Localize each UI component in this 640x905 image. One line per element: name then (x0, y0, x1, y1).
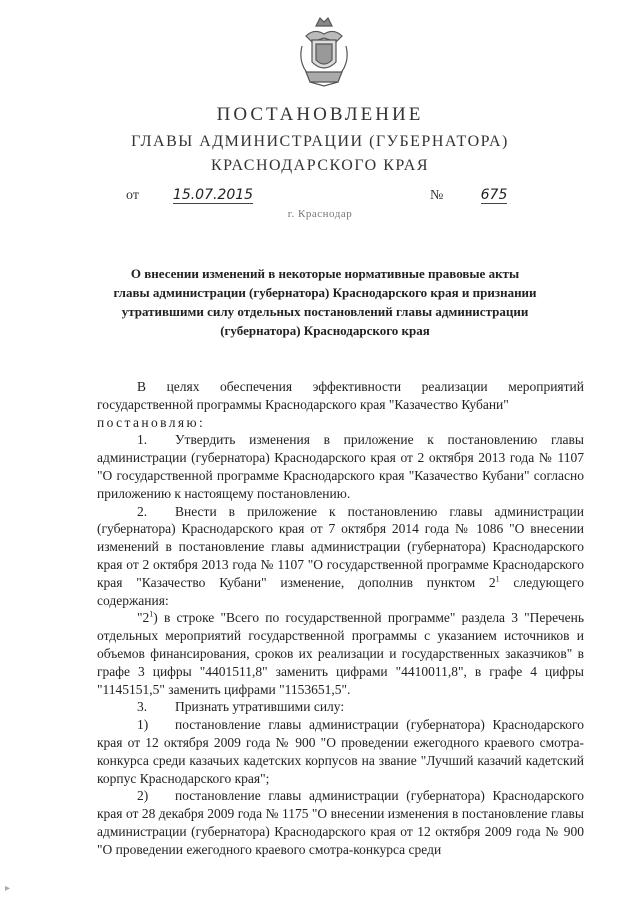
heading-line-2: главы администрации (губернатора) Краснодарского края и признании (113, 285, 537, 300)
item-3 (97, 698, 584, 716)
item-2-number: 2. (137, 503, 148, 519)
item-3-number: 3. (137, 699, 148, 715)
heading-line-1: О внесении изменений в некоторые нормативные правовые акты (130, 266, 520, 281)
handwritten-number: 675 (480, 187, 508, 203)
issuer-line-1: ГЛАВЫ АДМИНИСТРАЦИИ (ГУБЕРНАТОРА) (131, 133, 509, 150)
item-3-text: Признать утратившими силу: (175, 699, 345, 715)
issuer-line-2: КРАСНОДАРСКОГО КРАЯ (211, 157, 429, 174)
heading-line-3: утратившими силу отдельных постановлений главы администрации (121, 304, 529, 319)
handwritten-date: 15.07.2015 (172, 187, 254, 203)
item-1 (97, 431, 584, 502)
quote-open: "2 (137, 610, 150, 626)
item-1-text: Утвердить изменения в приложение к постановлению главы администрации (губернатора) Краснодарского края от 2 октября 2013 года № 1107 "О государственной программе Краснодарского края "Казачество Кубани" согласно приложению к настоящему постановлению. (97, 432, 584, 501)
date-label: от (126, 188, 139, 203)
document-body (97, 378, 584, 859)
document-title: ПОСТАНОВЛЕНИЕ (216, 104, 424, 125)
city-line: г. Краснодар (287, 208, 353, 220)
item-2-tail: следующего содержания: (97, 574, 584, 608)
heading-line-4: (губернатора) Краснодарского края (220, 323, 430, 338)
subitem-2-text: постановление главы администрации (губернатора) Краснодарского края от 28 декабря 2009 года № 1175 "О внесении изменения в постановление главы администрации (губернатора) Краснодарского края от 12 октября 2009 года № 900 "О проведении ежегодного краевого смотра-конкурса среди (97, 788, 584, 857)
intro-paragraph: В целях обеспечения эффективности реализации мероприятий государственной программы Краснодарского края "Казачество Кубани" (97, 379, 584, 412)
resolve-word: постановляю: (97, 414, 206, 430)
quoted-amendment (97, 609, 584, 698)
date-field (150, 186, 276, 204)
subitem-1 (97, 716, 584, 787)
subitem-1-text: постановление главы администрации (губернатора) Краснодарского края от 12 октября 2009 года № 900 "О проведении ежегодного краевого смотра-конкурса среди казачьих кадетских корпусов на звание "Лучший казачий кадетский корпус Краснодарского края"; (97, 717, 584, 786)
document-heading (90, 264, 560, 340)
subitem-2-number: 2) (137, 788, 149, 804)
item-2 (97, 503, 584, 610)
subitem-1-number: 1) (137, 717, 149, 733)
quote-text: ) в строке "Всего по государственной программе" раздела 3 "Перечень отдельных мероприятий государственной программы с указанием источников и объемов финансирования, сроков их реализации и государственных заказчиков" в графе 3 цифры "4401511,8" заменить цифрами "4410011,8", в графе 4 цифры "1145151,5" заменить цифрами "1153651,5". (97, 610, 584, 697)
number-field (455, 186, 533, 204)
quote-superscript: 1 (149, 609, 154, 619)
item-2-superscript: 1 (495, 574, 500, 584)
number-label: № (430, 188, 444, 203)
item-1-number: 1. (137, 432, 148, 448)
subitem-2 (97, 787, 584, 858)
coat-of-arms-icon (296, 12, 352, 88)
item-2-text: Внести в приложение к постановлению главы администрации (губернатора) Краснодарского края от 7 октября 2014 года № 1086 "О внесении изменений в постановление главы администрации (губернатора) Краснодарского края от 2 октября 2013 года № 1107 "О государственной программе Краснодарского края "Казачество Кубани" изменение, дополнив пунктом 2 (97, 503, 584, 590)
scan-mark: ▸ (5, 883, 11, 894)
